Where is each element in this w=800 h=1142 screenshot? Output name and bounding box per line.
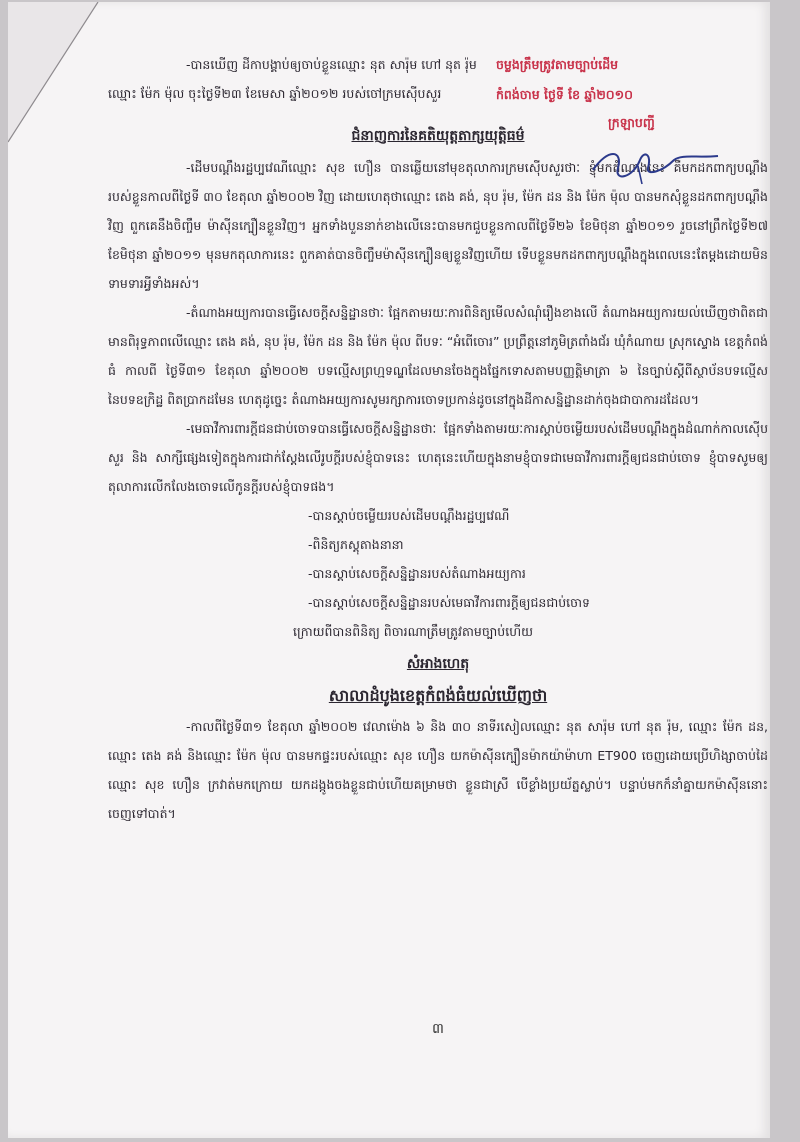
page-fold-shadow <box>8 2 108 152</box>
procedure-item-4: -បានស្តាប់សេចក្តីសន្និដ្ឋានរបស់មេធាវីការពារក្តីឲ្យជនជាប់ចោទ <box>308 595 590 610</box>
paragraph-prosecutor: -តំណាងអយ្យការបានធ្វើសេចក្តីសន្និដ្ឋានថាៈ ផ្អែកតាមរយៈការពិនិត្យមើលសំណុំរឿងខាងលើ តំណាងអយ្យការយល់ឃើញថាពិតជាមានពិរុទ្ធភាពលើឈ្មោះ តេង គង់, នុប រ៉ុម, ម៉ែក ដន និង ម៉ែក ម៉ុល ពីបទៈ “អំពើចោរ” ប្រព្រឹត្តនៅភូមិត្រពាំងជ័រ ឃុំកំណាយ ស្រុកស្ទោង ខេត្តកំពង់ធំ កាលពី ថ្ងៃទី៣១ ខែតុលា ឆ្នាំ២០០២ បទល្មើសព្រហ្មទណ្ឌដែលមានចែងក្នុងផ្នែកទោសតាមបញ្ញត្តិមាត្រា ៦ នៃច្បាប់ស្តីពីស្ថាប័នបទល្មើសនៃបទឧក្រិដ្ឋ ពិតប្រាកដមែន ហេតុដូច្នេះ តំណាងអយ្យការសូមរក្សាការចោទប្រកាន់ដូចនៅក្នុងដីកាសន្និដ្ឋានដាក់ចុងជាបាការដដែល។ <box>108 305 768 407</box>
signature-mark <box>578 138 738 188</box>
procedure-item-1: -បានស្តាប់ចម្លើយរបស់ដើមបណ្តឹងរដ្ឋប្បវេណី <box>308 508 510 523</box>
section-title: ជំនាញការនៃគតិយុត្តតាក្សយុត្តិធម៌ <box>351 128 525 144</box>
header-line-1: -បានឃើញ ដីកាបង្គាប់ឲ្យចាប់ខ្លួនឈ្មោះ នុត សារ៉ុម ហៅ នុត រ៉ុម <box>186 57 477 72</box>
document-page <box>8 2 770 1138</box>
paragraph-civil-party: -ដើមបណ្តឹងរដ្ឋប្បវេណីឈ្មោះ សុខ ហឿន បានឆ្លើយនៅមុខតុលាការក្រមស៊ើបសួរថាៈ ខ្ញុំមកតំណាងនេះ គឺមកដកពាក្យបណ្តឹងរបស់ខ្លួនកាលពីថ្ងៃទី ៣០ ខែតុលា ឆ្នាំ២០០២ វិញ ដោយហេតុថាឈ្មោះ តេង គង់, នុប រ៉ុម, ម៉ែក ដន និង ម៉ែក ម៉ុល បានមកសុំខ្លួនដកពាក្យបណ្តឹងវិញ ពួកគេនឹងចិញ្ចឹម ម៉ាស៊ីនក្បឿនខ្លួនវិញ។ អ្នកទាំងបួននាក់ខាងលើនេះបានមកជួបខ្លួនកាលពីថ្ងៃទី២៦ ខែមិថុនា ឆ្នាំ២០១១ រួចនៅព្រឹកថ្ងៃទី២៧ ខែមិថុនា ឆ្នាំ២០១១ មុនមកតុលាការនេះ ពួកគាត់បានចិញ្ចឹមម៉ាស៊ីនក្បឿនឲ្យខ្លួនវិញហើយ ទើបខ្លួនមកដកពាក្យបណ្តឹងក្នុងពេលនេះតែម្តងដោយមិនទាមទារអ្វីទាំងអស់។ <box>108 160 768 291</box>
page-number: ៣ <box>432 1021 444 1037</box>
stamp-line-1: ចម្លងត្រឹមត្រូវតាមច្បាប់ដើម <box>496 57 619 72</box>
paragraph-facts: -កាលពីថ្ងៃទី៣១ ខែតុលា ឆ្នាំ២០០២ វេលាម៉ោង ៦ និង ៣០ នាទីរសៀលឈ្មោះ នុត សារ៉ុម ហៅ នុត រ៉ុម, ឈ្មោះ ម៉ែក ដន, ឈ្មោះ តេង គង់ និងឈ្មោះ ម៉ែក ម៉ុល បានមកផ្ទះរបស់ឈ្មោះ សុខ ហឿន យកម៉ាស៊ីនក្បឿនម៉ាកយ៉ាម៉ាហា ET900 ចេញដោយប្រើហិង្សាចាប់ដៃឈ្មោះ សុខ ហឿន ក្រវាត់មកក្រោយ យកដង្កូងចងខ្លួនជាប់ហើយគម្រាមថា ខ្លួនជាស្រី បើខ្លាំងប្រយ័ត្នស្លាប់។ បន្ទាប់មកក៏នាំគ្នាយកម៉ាស៊ីននោះចេញទៅបាត់។ <box>108 719 768 821</box>
procedure-item-3: -បានស្តាប់សេចក្តីសន្និដ្ឋានរបស់តំណាងអយ្យការ <box>308 566 526 581</box>
procedure-item-2: -ពិនិត្យភស្តុតាងនានា <box>308 537 404 552</box>
paragraph-defense: -មេធាវីការពារក្តីជនជាប់ចោទបានធ្វើសេចក្តីសន្និដ្ឋានថាៈ ផ្អែកទាំងតាមរយៈការស្តាប់ចម្លើយរបស់ដើមបណ្តឹងក្នុងដំណាក់កាលស៊ើបសួរ និង សាក្សីផ្សេងទៀតក្នុងការជាក់ស្តែងលើរូបក្តីរបស់ខ្ញុំបាទនេះ ហេតុនេះហើយក្នុងនាមខ្ញុំបាទជាមេធាវីការពារក្តីឲ្យជនជាប់ចោទ ខ្ញុំបាទសូមឲ្យតុលាការលើកលែងចោទលើកូនក្តីរបស់ខ្ញុំបាទផង។ <box>108 421 768 494</box>
stamp-line-2: កំពង់ចាម ថ្ងៃទី ខែ ឆ្នាំ២០១០ <box>496 87 633 102</box>
court-finding-title: សាលាដំបូងខេត្តកំពង់ធំយល់ឃើញថា <box>328 686 548 705</box>
procedure-close: ក្រោយពីបានពិនិត្យ ពិចារណាត្រឹមត្រូវតាមច្បាប់ហើយ <box>293 624 533 639</box>
header-line-2: ឈ្មោះ ម៉ែក ម៉ុល ចុះថ្ងៃទី២៣ ខែមេសា ឆ្នាំ២០១២ របស់ចៅក្រមស៊ើបសួរ <box>108 86 442 101</box>
stamp-line-3: ក្រឡាបញ្ជី <box>608 115 655 130</box>
reasoning-title: សំអាងហេតុ <box>406 656 470 672</box>
document-content <box>108 50 768 1037</box>
